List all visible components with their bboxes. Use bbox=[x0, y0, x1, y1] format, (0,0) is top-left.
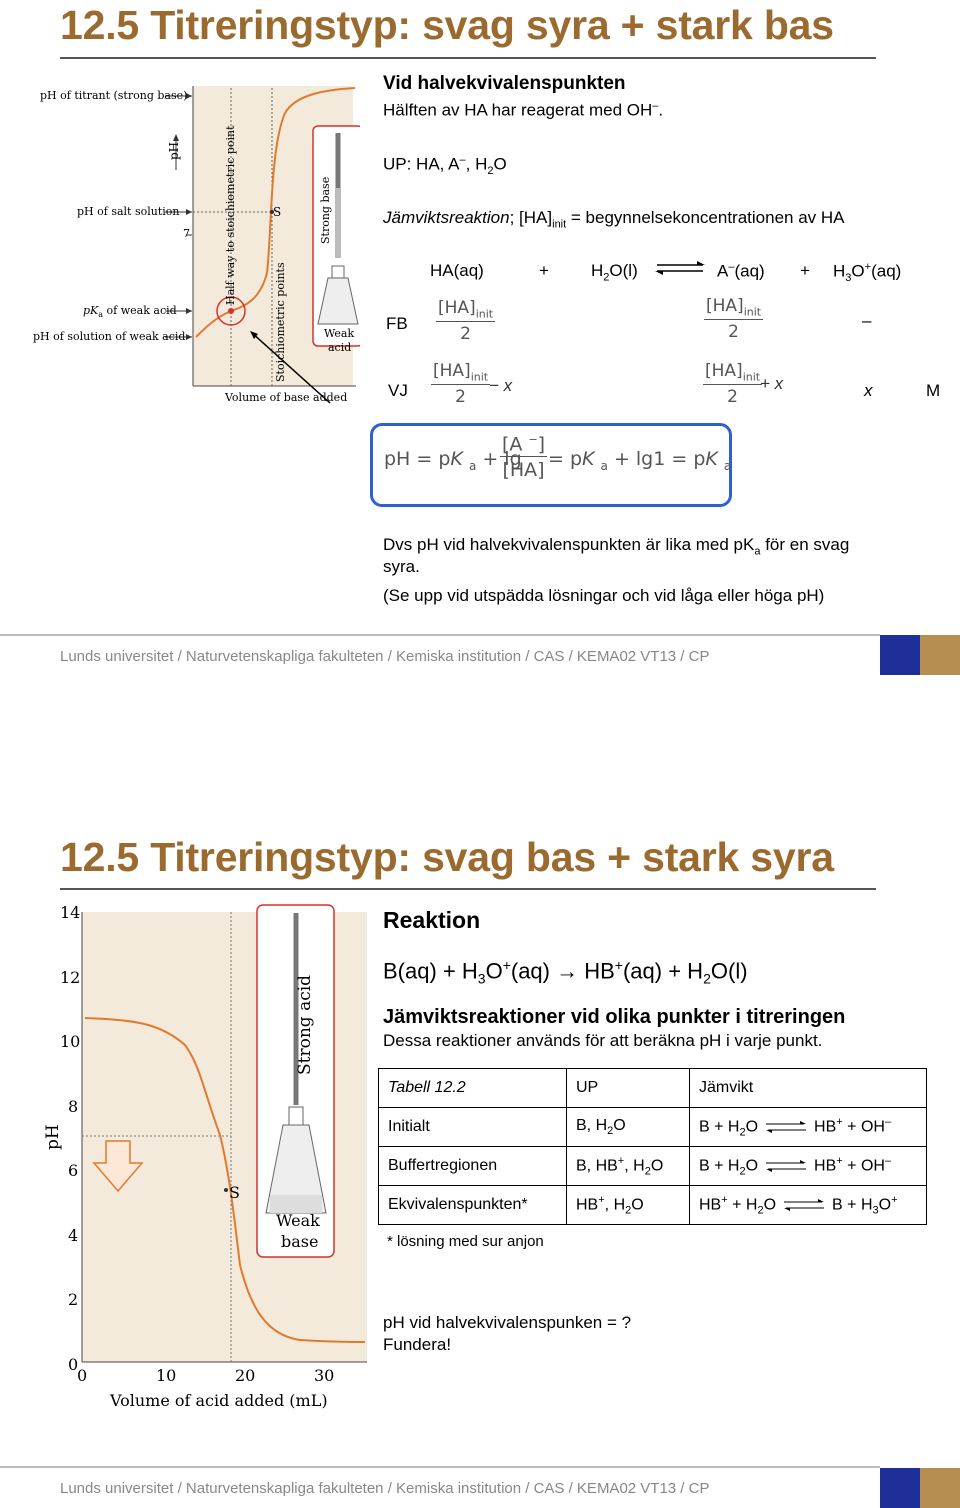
eq-h2o: $H_2O(l)$ bbox=[591, 261, 638, 284]
vj-plus-x: + x bbox=[760, 374, 784, 393]
footer-rule-1 bbox=[0, 634, 880, 636]
row-label-ekvivalens: Ekvivalenspunkten* bbox=[379, 1186, 567, 1225]
label-strong-acid: Strong acid bbox=[295, 974, 315, 1075]
label-weak-base-2: base bbox=[281, 1232, 319, 1251]
label-pka: $pK_a$ of weak acid bbox=[83, 304, 177, 320]
equilibrium-line: Jämviktsreaktion; $[HA]_{init}$ = begynnelsekoncentrationen av HA bbox=[383, 208, 845, 231]
x-tick-label: 0 bbox=[77, 1366, 88, 1385]
row-up-ekvivalens: HB+, $H_2O$ bbox=[567, 1186, 690, 1225]
note-dilute: (Se upp vid utspädda lösningar och vid låga eller höga pH) bbox=[383, 586, 825, 605]
table-row bbox=[379, 1108, 927, 1147]
eq-plus-1: + bbox=[539, 261, 549, 280]
row-vj: VJ bbox=[388, 381, 408, 400]
conclusion-line-2: syra. bbox=[383, 557, 420, 576]
footer-text-2: Lunds universitet / Naturvetenskapliga fakulteten / Kemiska institution / CAS / KEMA02 VT13 / CP bbox=[60, 1480, 710, 1497]
vj-x: x bbox=[864, 381, 873, 400]
equilibrium-arrow bbox=[655, 260, 707, 276]
formula-ph-pka: pH = pK $_a$ + lg bbox=[384, 448, 522, 473]
reaction-heading: Reaktion bbox=[383, 907, 481, 933]
row-up-initialt: B, $H_2O$ bbox=[567, 1108, 690, 1147]
y-tick-label: 4 bbox=[68, 1225, 79, 1245]
row-fb: FB bbox=[386, 314, 408, 333]
row-eq-initialt: $B + H_2O$ HB+ + OH– bbox=[690, 1108, 927, 1147]
label-halfway: Half way to stoichiometric point bbox=[224, 125, 237, 305]
fb-ha-fraction: $\frac{[HA]_{init}}{2}$ bbox=[438, 298, 494, 345]
row-label-initialt: Initialt bbox=[379, 1108, 567, 1147]
question-line: pH vid halvekvivalenspunken = ? bbox=[383, 1313, 632, 1332]
label-s: S bbox=[273, 205, 282, 219]
formula-result: = pK $_a$ + lg1 = pK $_a$ bbox=[548, 448, 732, 473]
y-tick-label: 6 bbox=[68, 1161, 79, 1180]
slide2-title: 12.5 Titreringstyp: svag bas + stark syra bbox=[60, 834, 834, 880]
footer-blue-block-2 bbox=[880, 1468, 920, 1508]
conclusion-line-1: Dvs pH vid halvekvivalenspunkten är lika med $pK_a$ för en svag bbox=[383, 535, 850, 558]
vj-unit-m: M bbox=[926, 381, 941, 400]
line-half-reacted: Hälften av HA har reagerat med OH–. bbox=[383, 100, 664, 120]
label-weak-acid-2: acid bbox=[328, 341, 352, 354]
formula-fraction: $\frac{[A ^-]}{[HA]}$ bbox=[502, 433, 546, 482]
table-caption: Tabell 12.2 bbox=[379, 1069, 567, 1108]
title-rule-2 bbox=[60, 888, 876, 890]
label-strong-base: Strong base bbox=[319, 176, 332, 244]
eq-h3o: $H_3O^+(aq)$ bbox=[833, 261, 902, 285]
label-ph-titrant: pH of titrant (strong base) bbox=[40, 89, 188, 102]
footer-gold-block-1 bbox=[920, 635, 960, 675]
label-s-2: S bbox=[229, 1183, 240, 1202]
equilibria-description: Dessa reaktioner används för att beräkna pH i varje punkt. bbox=[383, 1031, 823, 1050]
footer-gold-block-2 bbox=[920, 1468, 960, 1508]
eq-ha: HA(aq) bbox=[430, 261, 484, 280]
equilibrium-table bbox=[378, 1068, 927, 1225]
x-tick-label: 10 bbox=[156, 1366, 177, 1385]
x-tick-label: 20 bbox=[235, 1366, 256, 1385]
vj-ha-fraction: $\frac{[HA]_{init}}{2}$ bbox=[433, 361, 489, 408]
label-weak-base-1: Weak bbox=[276, 1211, 320, 1230]
halfequivalence-heading: Vid halvekvivalenspunkten bbox=[383, 73, 626, 94]
table-header-up: UP bbox=[567, 1069, 690, 1108]
reaction-equation: $B(aq) + H_3O^+(aq) \to HB^+(aq) + H_2O(l)$ bbox=[383, 957, 748, 987]
label-seven: 7 bbox=[183, 227, 190, 240]
fb-h3o-dash: – bbox=[862, 311, 872, 330]
title-rule bbox=[60, 57, 876, 59]
label-weak-acid-1: Weak bbox=[324, 327, 355, 340]
y-tick-label: 14 bbox=[60, 903, 81, 922]
label-salt: pH of salt solution bbox=[77, 205, 180, 218]
table-footnote: * lösning med sur anjon bbox=[387, 1233, 544, 1250]
footer-blue-block-1 bbox=[880, 635, 920, 675]
y-tick-label: 0 bbox=[68, 1354, 79, 1374]
row-label-buffert: Buffertregionen bbox=[379, 1147, 567, 1186]
eq-a-minus: A–(aq) bbox=[717, 261, 765, 281]
y-tick-label: 10 bbox=[60, 1032, 81, 1051]
footer-text-1: Lunds universitet / Naturvetenskapliga fakulteten / Kemiska institution / CAS / KEMA02 VT13 / CP bbox=[60, 648, 710, 665]
label-stoichiometric: Stoichiometric points bbox=[274, 262, 287, 382]
equilibria-heading: Jämviktsreaktioner vid olika punkter i titreringen bbox=[383, 1006, 846, 1028]
eq-plus-2: + bbox=[800, 261, 810, 280]
row-up-buffert: B, HB+, $H_2O$ bbox=[567, 1147, 690, 1186]
fb-a-fraction: $\frac{[HA]_{init}}{2}$ bbox=[706, 296, 762, 343]
row-eq-buffert: $B + H_2O$ HB+ + OH– bbox=[690, 1147, 927, 1186]
label-solution: pH of solution of weak acid bbox=[33, 330, 186, 343]
titration-figure-1 bbox=[20, 78, 360, 408]
x-axis-label: Volume of acid added (mL) bbox=[110, 1391, 328, 1410]
footer-rule-2 bbox=[0, 1466, 880, 1468]
table-header-jamvikt: Jämvikt bbox=[690, 1069, 927, 1108]
y-tick-label: 2 bbox=[68, 1290, 79, 1309]
think-line: Fundera! bbox=[383, 1335, 452, 1354]
titration-figure-2 bbox=[40, 895, 370, 1420]
row-eq-ekvivalens: $HB^+ + H_2O$ $B + H_3O^+$ bbox=[690, 1186, 927, 1225]
table-row bbox=[379, 1147, 927, 1186]
up-line: UP: HA, A–, $H_2O$ bbox=[383, 154, 507, 178]
x-tick-label: 30 bbox=[314, 1366, 335, 1385]
y-tick-label: 12 bbox=[60, 967, 81, 987]
table-row bbox=[379, 1186, 927, 1225]
slide1-title: 12.5 Titreringstyp: svag syra + stark bas bbox=[60, 2, 834, 48]
vj-minus-x: − x bbox=[489, 376, 513, 395]
label-volume-base: Volume of base added bbox=[225, 391, 348, 404]
y-axis-label: pH bbox=[43, 1124, 63, 1150]
table-header-row bbox=[379, 1069, 927, 1108]
y-tick-label: 8 bbox=[68, 1096, 79, 1116]
label-ph-axis: pH bbox=[167, 141, 181, 160]
vj-a-fraction: $\frac{[HA]_{init}}{2}$ bbox=[705, 361, 761, 408]
